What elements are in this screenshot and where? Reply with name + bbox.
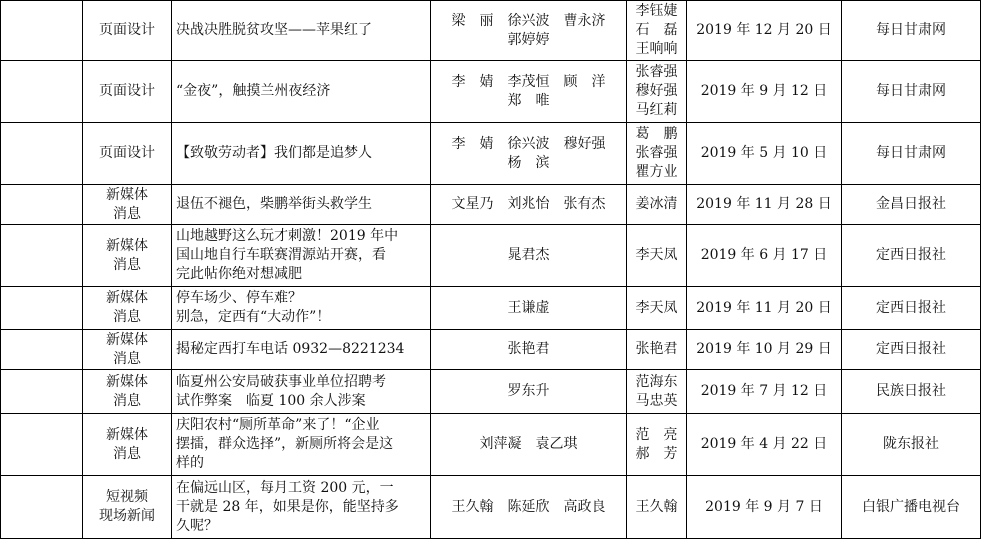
title-line: 别急，定西有“大动作”！ — [176, 309, 331, 325]
category-line: 页面设计 — [99, 22, 155, 38]
title-line: 久呢？ — [176, 517, 218, 534]
authors-cell — [431, 61, 627, 123]
editors-cell — [627, 476, 687, 539]
authors-cell — [431, 330, 627, 370]
category-line: 短视频 — [106, 489, 148, 505]
category-cell — [83, 61, 172, 123]
date-text: 2019 年 12 月 20 日 — [696, 22, 832, 38]
editors-line: 穆好强 — [635, 83, 678, 99]
editors-cell — [627, 1, 687, 61]
authors-cell — [431, 476, 627, 539]
authors-line: 张艳君 — [507, 341, 550, 357]
category-line: 现场新闻 — [99, 508, 155, 524]
date-text: 2019 年 7 月 12 日 — [700, 383, 828, 399]
editors-line: 王响响 — [635, 41, 678, 57]
media-cell — [842, 225, 981, 287]
title-line: 国山地自行车联赛渭源站开赛，看 — [176, 247, 386, 263]
authors-line: 罗东升 — [507, 383, 550, 399]
category-cell — [83, 370, 172, 414]
title-line: 退伍不褪色，柴鹏举街头救学生 — [176, 196, 372, 212]
date-cell — [687, 1, 842, 61]
blank-cell — [1, 476, 83, 539]
media-text: 每日甘肃网 — [876, 83, 946, 99]
editors-line: 王久翰 — [635, 498, 678, 515]
date-cell — [687, 287, 842, 330]
authors-line: 郑 唯 — [507, 92, 550, 109]
category-line: 消息 — [113, 350, 141, 367]
blank-cell — [1, 330, 83, 370]
title-line: 干就是 28 年，如果是你，能坚持多 — [176, 498, 399, 515]
category-line: 页面设计 — [99, 145, 155, 161]
title-cell — [172, 61, 431, 123]
editors-line: 姜冰清 — [635, 196, 678, 212]
media-text: 定西日报社 — [876, 341, 946, 357]
blank-cell — [1, 61, 83, 123]
table-row — [1, 225, 981, 287]
editors-line: 瞿方业 — [635, 164, 678, 180]
category-cell — [83, 330, 172, 370]
authors-cell — [431, 185, 627, 225]
media-text: 定西日报社 — [876, 247, 946, 263]
editors-line: 张睿强 — [635, 145, 678, 161]
editors-line: 郝 芳 — [635, 445, 678, 462]
title-line: 样的 — [176, 455, 204, 471]
table-row — [1, 476, 981, 539]
editors-cell — [627, 287, 687, 330]
title-line: 【致敬劳动者】我们都是追梦人 — [176, 145, 372, 161]
date-cell — [687, 123, 842, 185]
media-text: 每日甘肃网 — [876, 145, 946, 161]
authors-line: 文星乃 刘兆怡 张有杰 — [451, 196, 606, 212]
blank-cell — [1, 287, 83, 330]
title-line: 山地越野这么玩才刺激！2019 年中 — [176, 228, 399, 244]
authors-line: 郭婷婷 — [507, 31, 550, 48]
date-text: 2019 年 11 月 28 日 — [696, 196, 832, 212]
authors-line: 晁君杰 — [507, 247, 550, 263]
table-row — [1, 1, 981, 61]
media-cell — [842, 476, 981, 539]
authors-cell — [431, 123, 627, 185]
title-line: 完此帖你绝对想减肥 — [176, 266, 302, 282]
title-cell — [172, 370, 431, 414]
title-line: 决战决胜脱贫攻坚——苹果红了 — [176, 22, 372, 38]
authors-line: 李 婧 徐兴波 穆好强 — [451, 135, 606, 152]
media-text: 每日甘肃网 — [876, 22, 946, 38]
date-text: 2019 年 11 月 20 日 — [696, 299, 832, 316]
authors-cell — [431, 225, 627, 287]
date-cell — [687, 476, 842, 539]
table-row — [1, 330, 981, 370]
blank-cell — [1, 414, 83, 476]
authors-line: 王久翰 陈延欣 高政良 — [451, 498, 606, 515]
awards-table-body — [1, 1, 981, 539]
category-line: 新媒体 — [106, 186, 148, 203]
table-row — [1, 414, 981, 476]
date-text: 2019 年 10 月 29 日 — [696, 341, 832, 357]
editors-line: 李天凤 — [635, 247, 678, 263]
editors-cell — [627, 370, 687, 414]
authors-line: 李 婧 李茂恒 顾 洋 — [451, 73, 606, 90]
blank-cell — [1, 1, 83, 61]
category-cell — [83, 1, 172, 61]
category-line: 消息 — [113, 205, 141, 222]
blank-cell — [1, 370, 83, 414]
editors-cell — [627, 61, 687, 123]
date-cell — [687, 225, 842, 287]
media-text: 金昌日报社 — [876, 196, 946, 212]
category-cell — [83, 123, 172, 185]
title-cell — [172, 225, 431, 287]
table-row — [1, 287, 981, 330]
media-text: 定西日报社 — [876, 299, 946, 316]
authors-line: 梁 丽 徐兴波 曹永济 — [451, 12, 606, 29]
title-cell — [172, 185, 431, 225]
category-line: 消息 — [113, 445, 141, 462]
category-line: 新媒体 — [106, 373, 148, 390]
authors-cell — [431, 414, 627, 476]
table-row — [1, 123, 981, 185]
category-line: 页面设计 — [99, 83, 155, 99]
authors-cell — [431, 287, 627, 330]
editors-cell — [627, 225, 687, 287]
media-text: 陇东报社 — [883, 436, 939, 452]
date-cell — [687, 414, 842, 476]
title-line: 临夏州公安局破获事业单位招聘考 — [176, 373, 386, 390]
category-line: 消息 — [113, 309, 141, 325]
date-text: 2019 年 4 月 22 日 — [700, 436, 828, 452]
blank-cell — [1, 225, 83, 287]
category-cell — [83, 414, 172, 476]
category-line: 消息 — [113, 392, 141, 409]
media-cell — [842, 370, 981, 414]
editors-cell — [627, 185, 687, 225]
date-text: 2019 年 6 月 17 日 — [700, 247, 828, 263]
table-row — [1, 370, 981, 414]
date-cell — [687, 185, 842, 225]
title-cell — [172, 123, 431, 185]
date-text: 2019 年 5 月 10 日 — [700, 145, 828, 161]
category-line: 新媒体 — [106, 237, 148, 254]
category-line: 新媒体 — [106, 426, 148, 443]
editors-line: 张睿强 — [635, 64, 678, 80]
category-cell — [83, 287, 172, 330]
editors-cell — [627, 414, 687, 476]
media-cell — [842, 1, 981, 61]
media-cell — [842, 185, 981, 225]
title-line: 摆擂，群众选择”，新厕所将会是这 — [176, 436, 394, 452]
date-cell — [687, 330, 842, 370]
media-cell — [842, 414, 981, 476]
blank-cell — [1, 123, 83, 185]
title-cell — [172, 414, 431, 476]
table-row — [1, 185, 981, 225]
editors-line: 张艳君 — [635, 341, 678, 357]
date-text: 2019 年 9 月 7 日 — [705, 498, 823, 515]
editors-line: 马红莉 — [635, 102, 678, 118]
media-cell — [842, 123, 981, 185]
title-line: 停车场少、停车难？ — [176, 290, 302, 306]
date-text: 2019 年 9 月 12 日 — [700, 83, 828, 99]
title-line: 在偏远山区，每月工资 200 元，一 — [176, 479, 394, 496]
authors-cell — [431, 370, 627, 414]
category-cell — [83, 185, 172, 225]
title-cell — [172, 330, 431, 370]
category-line: 新媒体 — [106, 331, 148, 348]
media-cell — [842, 330, 981, 370]
editors-cell — [627, 330, 687, 370]
title-cell — [172, 1, 431, 61]
editors-line: 范海东 — [635, 373, 678, 390]
authors-line: 杨 滨 — [507, 154, 550, 171]
date-cell — [687, 370, 842, 414]
title-line: 试作弊案 临夏 100 余人涉案 — [176, 392, 366, 409]
category-cell — [83, 476, 172, 539]
authors-line: 王谦虚 — [507, 299, 550, 316]
media-text: 白银广播电视台 — [862, 498, 960, 515]
title-line: 庆阳农村“厕所革命”来了！“企业 — [176, 417, 380, 433]
editors-cell — [627, 123, 687, 185]
table-row — [1, 61, 981, 123]
media-text: 民族日报社 — [876, 383, 946, 399]
editors-line: 范 亮 — [635, 426, 678, 443]
date-cell — [687, 61, 842, 123]
editors-line: 葛 鹏 — [635, 126, 678, 142]
title-cell — [172, 476, 431, 539]
title-line: “金夜”，触摸兰州夜经济 — [176, 83, 331, 99]
title-line: 揭秘定西打车电话 0932—8221234 — [176, 341, 405, 357]
category-line: 消息 — [113, 256, 141, 273]
editors-line: 马忠英 — [635, 392, 678, 409]
category-line: 新媒体 — [106, 290, 148, 306]
editors-line: 石 磊 — [635, 22, 678, 38]
media-cell — [842, 287, 981, 330]
authors-cell — [431, 1, 627, 61]
editors-line: 李钰婕 — [635, 3, 678, 19]
media-cell — [842, 61, 981, 123]
category-cell — [83, 225, 172, 287]
editors-line: 李天凤 — [635, 299, 678, 316]
authors-line: 刘萍凝 袁乙琪 — [479, 436, 578, 452]
blank-cell — [1, 185, 83, 225]
title-cell — [172, 287, 431, 330]
